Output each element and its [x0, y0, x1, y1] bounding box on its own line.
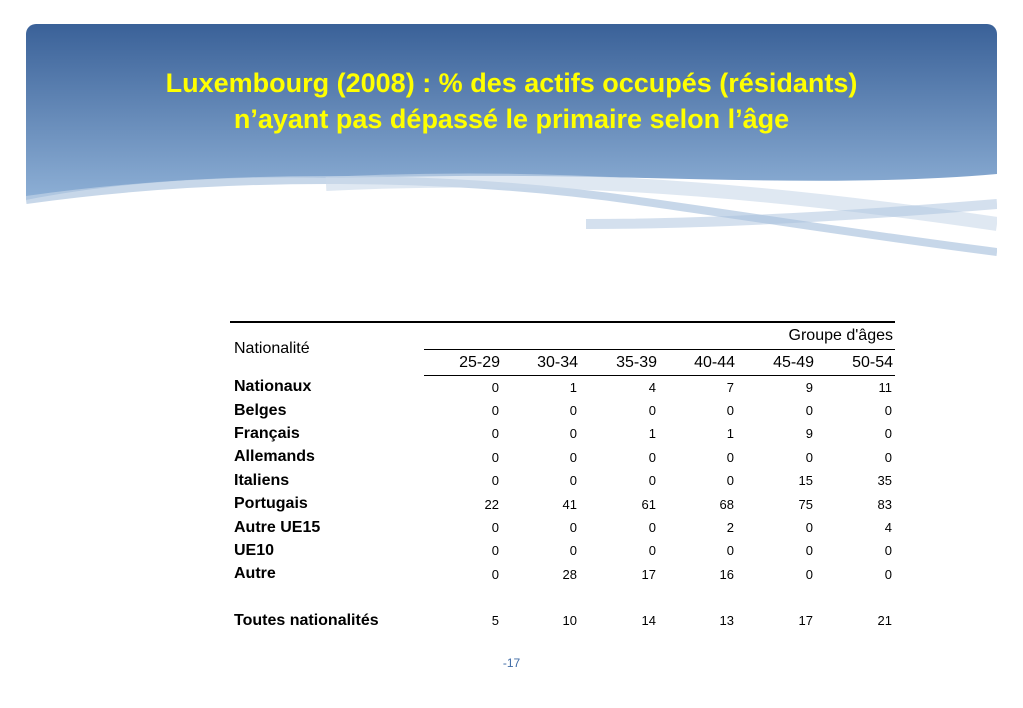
table-cell: 4 [884, 520, 892, 536]
table-cell: 21 [877, 613, 892, 629]
age-header-40-44: 40-44 [659, 350, 737, 376]
table-row [230, 516, 895, 539]
banner-background-graphic [26, 24, 997, 264]
table-cell: 9 [805, 379, 813, 395]
slide-title [26, 65, 997, 137]
table-cell: 0 [884, 449, 892, 465]
table-cell: 0 [569, 473, 577, 489]
table-cell: 22 [484, 496, 499, 512]
row-label: Français [234, 424, 300, 442]
table-cell: 0 [726, 473, 734, 489]
table-cell: 41 [562, 496, 577, 512]
age-group-header: Groupe d'âges [424, 322, 895, 350]
age-header-30-34: 30-34 [502, 350, 580, 376]
age-header-50-54: 50-54 [816, 350, 895, 376]
nationality-column-header: Nationalité [230, 322, 424, 376]
table-row [230, 446, 895, 469]
table-cell: 0 [491, 426, 499, 442]
table-cell: 28 [562, 566, 577, 582]
table-cell: 10 [562, 613, 577, 629]
table-total-row [230, 609, 895, 632]
age-header-25-29: 25-29 [424, 350, 502, 376]
table-cell: 0 [648, 449, 656, 465]
table-cell: 2 [726, 520, 734, 536]
table-cell: 0 [491, 520, 499, 536]
row-label: Autre UE15 [234, 518, 321, 536]
table-cell: 35 [877, 473, 892, 489]
table-cell: 0 [805, 543, 813, 559]
table-cell: 0 [569, 543, 577, 559]
table-row [230, 376, 895, 399]
table-cell: 0 [491, 473, 499, 489]
table-cell: 4 [648, 379, 656, 395]
table-cell: 11 [878, 379, 892, 395]
row-label: Nationaux [234, 378, 312, 396]
table-cell: 0 [884, 426, 892, 442]
table-cell: 1 [726, 426, 734, 442]
table-cell: 61 [641, 496, 656, 512]
row-label: Portugais [234, 495, 308, 513]
table-cell: 0 [726, 543, 734, 559]
table-cell: 83 [877, 496, 892, 512]
table-row [230, 422, 895, 445]
table-cell: 0 [648, 473, 656, 489]
table-cell: 0 [569, 520, 577, 536]
age-header-45-49: 45-49 [737, 350, 816, 376]
table-spacer-row [230, 586, 895, 609]
table-cell: 0 [491, 449, 499, 465]
table-cell: 17 [798, 613, 813, 629]
table-cell: 0 [805, 449, 813, 465]
table-row [230, 563, 895, 586]
table-cell: 16 [719, 566, 734, 582]
table-cell: 0 [805, 566, 813, 582]
row-label: Italiens [234, 471, 290, 489]
table-row [230, 469, 895, 492]
table-cell: 0 [648, 543, 656, 559]
education-by-age-table [230, 321, 895, 632]
slide-title-line2: n’ayant pas dépassé le primaire selon l’âge [233, 104, 790, 134]
table-cell: 15 [798, 473, 813, 489]
table-cell: 0 [884, 566, 892, 582]
table-cell: 0 [491, 566, 499, 582]
table-cell: 17 [641, 566, 656, 582]
table-cell: 0 [805, 403, 813, 419]
table-cell: 1 [569, 379, 577, 395]
table-cell: 0 [648, 403, 656, 419]
table-cell: 0 [491, 403, 499, 419]
table-cell: 7 [726, 379, 734, 395]
row-label: Allemands [234, 448, 315, 466]
table-cell: 13 [719, 613, 734, 629]
table-cell: 0 [491, 543, 499, 559]
row-label: UE10 [234, 541, 275, 559]
slide-header-banner [26, 24, 997, 264]
table-row [230, 399, 895, 422]
table-cell: 75 [798, 496, 813, 512]
table-cell: 1 [648, 426, 656, 442]
slide-title-line1: Luxembourg (2008) : % des actifs occupés (résidants) [165, 68, 858, 98]
table-cell: 0 [569, 403, 577, 419]
total-row-label: Toutes nationalités [234, 611, 379, 629]
table-cell: 0 [648, 520, 656, 536]
table-cell: 0 [884, 403, 892, 419]
age-header-35-39: 35-39 [580, 350, 659, 376]
table-cell: 5 [491, 613, 499, 629]
table-cell: 0 [726, 403, 734, 419]
row-label: Autre [234, 565, 276, 583]
table-cell: 0 [569, 449, 577, 465]
table-cell: 0 [805, 520, 813, 536]
table-cell: 0 [491, 379, 499, 395]
table-cell: 14 [641, 613, 656, 629]
table-cell: 0 [726, 449, 734, 465]
row-label: Belges [234, 401, 287, 419]
table-row [230, 492, 895, 515]
table-row [230, 539, 895, 562]
table-cell: 9 [805, 426, 813, 442]
table-cell: 0 [884, 543, 892, 559]
page-number: -17 [502, 656, 521, 670]
table-cell: 0 [569, 426, 577, 442]
table-cell: 68 [719, 496, 734, 512]
